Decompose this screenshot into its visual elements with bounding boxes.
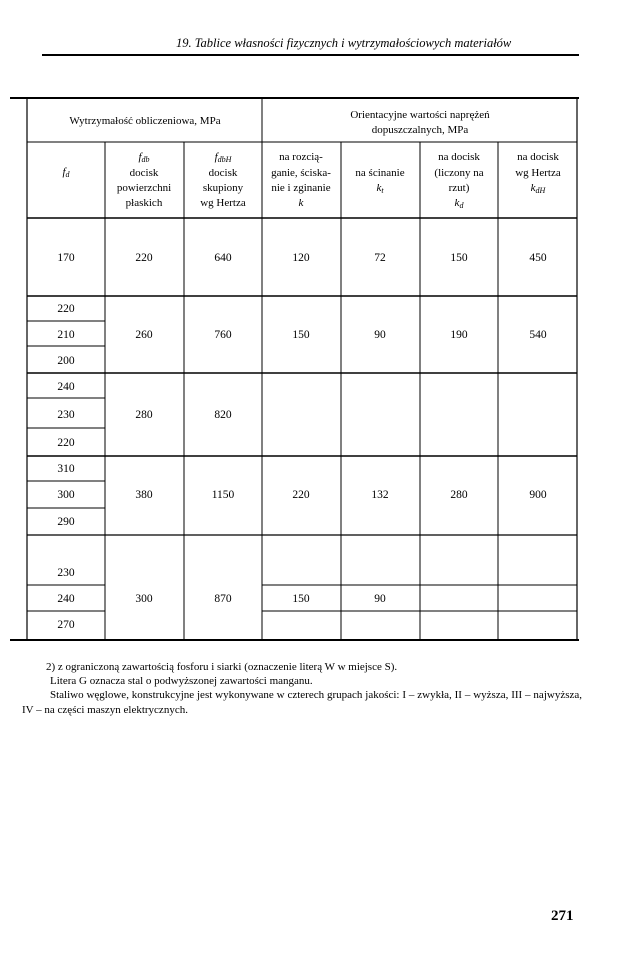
- fd-value: 220: [57, 437, 75, 449]
- col-header-kd-symbol: kd: [454, 197, 464, 210]
- fdbh-value: 1150: [211, 489, 235, 501]
- col-header-kt-symbol: kt: [376, 182, 384, 195]
- footnotes: [22, 660, 582, 717]
- group-header-allowable-line2: dopuszczalnych, MPa: [371, 124, 469, 136]
- kt-value: 132: [371, 489, 389, 501]
- footnote-staliwo: Staliwo węglowe, konstrukcyjne jest wykonywane w czterech grupach jakości: I – zwykła, II – wyższa, III – najwyższa, IV – na części maszyn elektrycznych.: [22, 689, 582, 716]
- fd-value: 230: [57, 409, 75, 421]
- footnote-2: 2) z ograniczoną zawartością fosforu i siarki (oznaczenie literą W w miejsce S).: [46, 661, 398, 673]
- fdb-value: 380: [135, 489, 153, 501]
- running-header: 19. Tablice własności fizycznych i wytrzymałościowych materiałów: [176, 36, 512, 50]
- fd-value: 210: [57, 329, 75, 341]
- col-header-k-symbol: k: [298, 197, 304, 209]
- col-header-fd: fd: [62, 166, 70, 179]
- fd-value: 240: [57, 593, 75, 605]
- page-number: 271: [551, 908, 574, 924]
- fdb-value: 260: [135, 329, 153, 341]
- fd-value: 300: [57, 489, 75, 501]
- fd-value: 230: [57, 567, 75, 579]
- col-header-fdb-line3: płaskich: [125, 197, 163, 209]
- kt-value: 90: [374, 593, 386, 605]
- fd-value: 200: [57, 355, 75, 367]
- fdb-value: 280: [135, 409, 153, 421]
- footnote-litera-g: Litera G oznacza stal o podwyższonej zawartości manganu.: [50, 675, 313, 688]
- fd-value: 170: [57, 252, 75, 264]
- col-header-kd-line2: (liczony na: [434, 167, 484, 179]
- k-value: 150: [292, 593, 310, 605]
- fd-value: 220: [57, 303, 75, 315]
- fd-value: 270: [57, 619, 75, 631]
- kd-value: 190: [450, 329, 468, 341]
- kdh-value: 540: [529, 329, 547, 341]
- col-header-kdh-symbol: kdH: [530, 182, 546, 195]
- fd-value: 310: [57, 463, 75, 475]
- fdb-value: 220: [135, 252, 153, 264]
- col-header-fdbh-line3: wg Hertza: [200, 197, 246, 209]
- col-header-k-line1: na rozcią-: [279, 151, 323, 163]
- col-header-kd-line1: na docisk: [438, 151, 480, 163]
- col-header-kd-line3: rzut): [448, 182, 470, 194]
- col-header-k-line2: ganie, ściska-: [271, 167, 331, 179]
- k-value: 220: [292, 489, 310, 501]
- kd-value: 280: [450, 489, 468, 501]
- col-header-fdbh-line2: skupiony: [202, 182, 244, 194]
- fdb-value: 300: [135, 593, 153, 605]
- kdh-value: 900: [529, 489, 547, 501]
- fd-value: 290: [57, 516, 75, 528]
- col-header-k-line3: nie i zginanie: [271, 182, 331, 194]
- fdbh-value: 820: [214, 409, 232, 421]
- col-header-fdb-line2: powierzchni: [116, 182, 172, 194]
- k-value: 150: [292, 329, 310, 341]
- col-header-fdbh-symbol: fdbH: [214, 151, 232, 164]
- group-header-allowable-line1: Orientacyjne wartości naprężeń: [350, 109, 490, 121]
- col-header-fdb-symbol: fdb: [138, 151, 150, 164]
- k-value: 120: [292, 252, 310, 264]
- col-header-fdbh-line1: docisk: [208, 167, 238, 179]
- col-header-kdh-line2: wg Hertza: [515, 167, 561, 179]
- kt-value: 90: [374, 329, 386, 341]
- kdh-value: 450: [529, 252, 547, 264]
- group-header-design-strength: Wytrzymałość obliczeniowa, MPa: [69, 115, 221, 127]
- table-grid: [10, 98, 579, 640]
- fdbh-value: 870: [214, 593, 232, 605]
- fd-value: 240: [57, 381, 75, 393]
- col-header-kt-line1: na ścinanie: [355, 167, 405, 179]
- kd-value: 150: [450, 252, 468, 264]
- col-header-kdh-line1: na docisk: [517, 151, 559, 163]
- kt-value: 72: [374, 252, 386, 264]
- col-header-fdb-line1: docisk: [129, 167, 159, 179]
- fdbh-value: 760: [214, 329, 232, 341]
- fdbh-value: 640: [214, 252, 232, 264]
